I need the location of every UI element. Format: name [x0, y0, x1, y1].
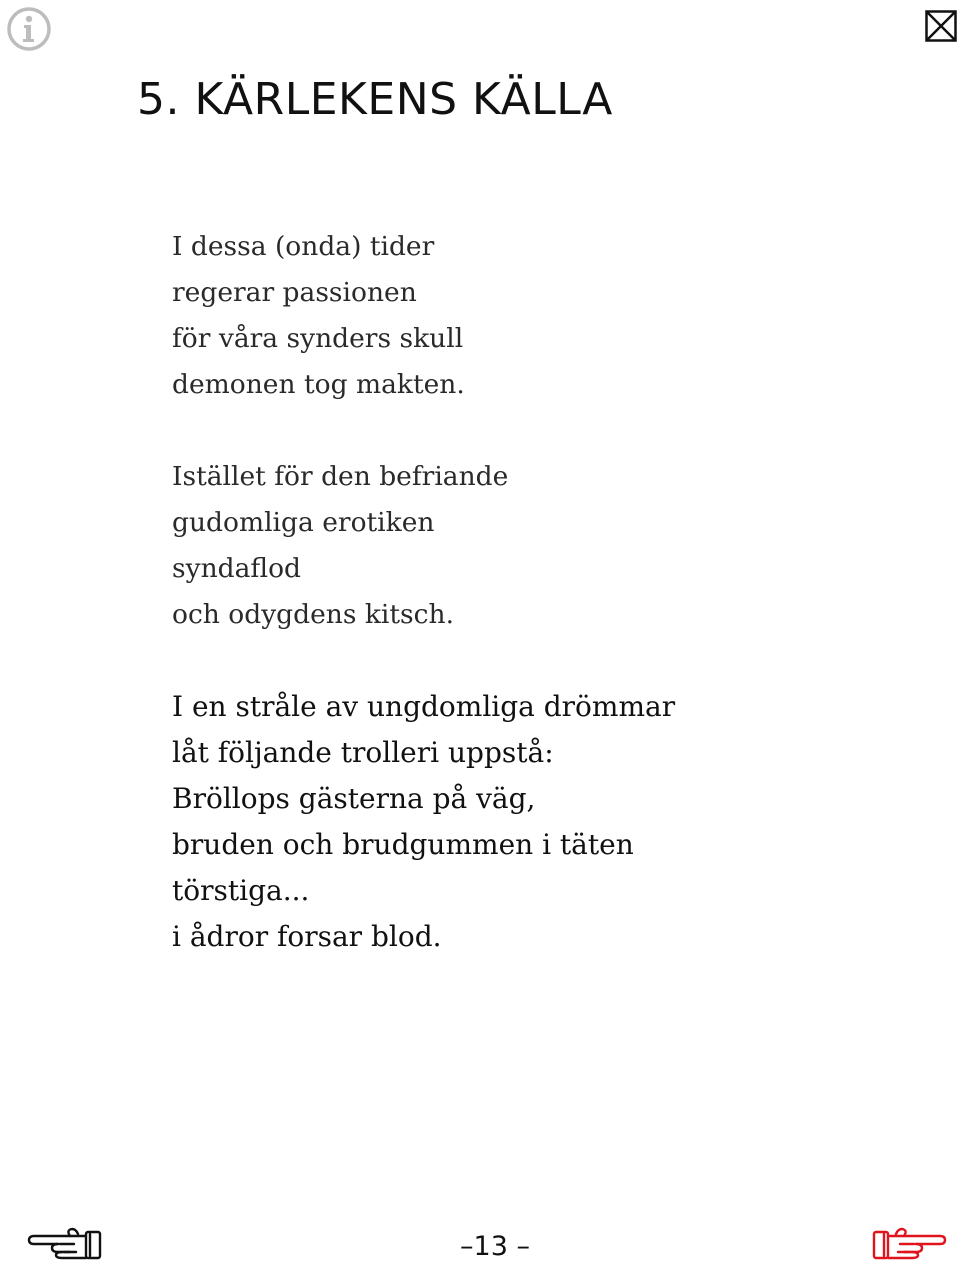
poem-line: törstiga... [172, 874, 310, 907]
stanza-3 [172, 684, 932, 960]
pointing-hand-left-icon[interactable] [26, 1224, 106, 1264]
info-icon[interactable] [6, 6, 52, 52]
poem-line: regerar passionen [172, 277, 417, 308]
poem-line: syndaflod [172, 553, 301, 584]
poem [172, 224, 932, 1006]
poem-line: Bröllops gästerna på väg, [172, 782, 536, 815]
poem-line: Istället för den befriande [172, 461, 509, 492]
stanza-2 [172, 454, 932, 638]
page-title: 5. KÄRLEKENS KÄLLA [137, 74, 613, 125]
poem-line: för våra synders skull [172, 323, 464, 354]
poem-line: låt följande trolleri uppstå: [172, 736, 554, 769]
poem-line: bruden och brudgummen i täten [172, 828, 634, 861]
poem-line: gudomliga erotiken [172, 507, 435, 538]
pointing-hand-right-icon[interactable] [868, 1224, 948, 1264]
poem-line: I en stråle av ungdomliga drömmar [172, 690, 676, 723]
poem-line: i ådror forsar blod. [172, 920, 442, 953]
page-number: –13 – [460, 1231, 530, 1262]
poem-line: och odygdens kitsch. [172, 599, 454, 630]
close-icon[interactable] [925, 10, 957, 42]
stanza-1 [172, 224, 932, 408]
poem-line: demonen tog makten. [172, 369, 465, 400]
poem-line: I dessa (onda) tider [172, 231, 435, 262]
